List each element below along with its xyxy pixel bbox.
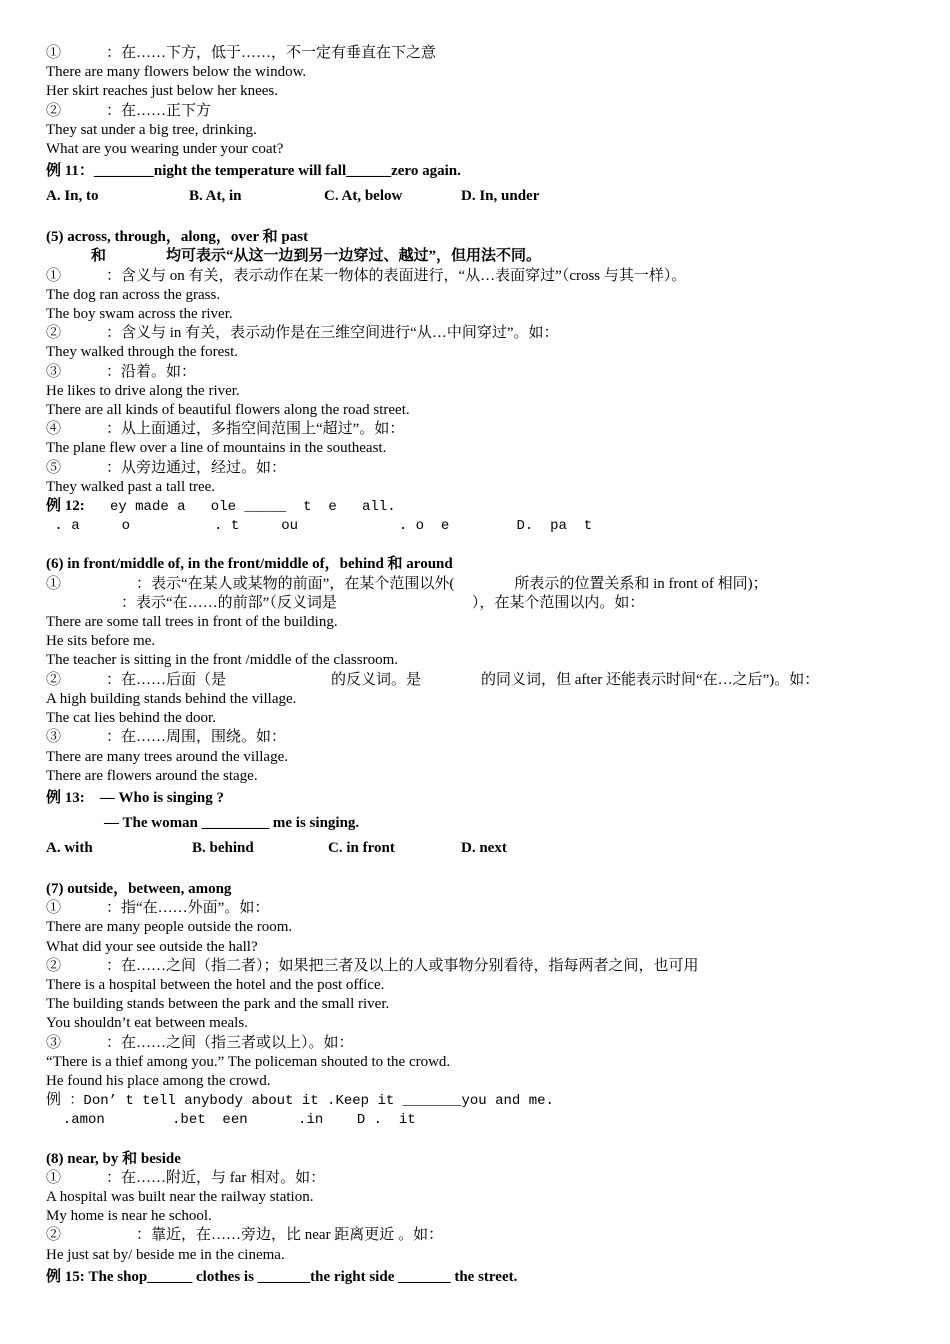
doc-line: ：表示“在……的前部”（反义词是 ），在某个范围以内。如： [46,594,645,611]
document-page [46,44,926,1290]
example-sentence: My home is near he school. [46,1208,212,1225]
option-d: D. In, under [461,188,540,205]
spacer [46,209,926,228]
exercise-12-options: . a o . t ou . o e D. pa t [46,518,593,535]
example-sentence: He likes to drive along the river. [46,382,240,399]
example-sentence: What did your see outside the hall? [46,938,258,955]
example-sentence: He found his place among the crowd. [46,1072,271,1089]
example-sentence: He just sat by/ beside me in the cinema. [46,1246,285,1263]
doc-line: ③ ：沿着。如： [46,363,197,380]
section-7-heading: (7) outside，between, among [46,880,232,897]
section-6-heading: (6) in front/middle of, in the front/middle of，behind 和 around [46,556,453,573]
example-sentence: The cat lies behind the door. [46,710,216,727]
spacer [46,861,926,880]
example-sentence: The building stands between the park and the small river. [46,996,390,1013]
option-a: A. In, to [46,188,99,205]
example-sentence: There are many flowers below the window. [46,64,307,81]
example-sentence: There are many people outside the room. [46,919,293,936]
example-sentence: The plane flew over a line of mountains in the southeast. [46,440,387,457]
option-c: C. in front [328,839,395,856]
option-a: A. with [46,839,93,856]
doc-line: ② ：在……之间（指二者）；如果把三者及以上的人或事物分别看待，指每两者之间，也可用 [46,957,699,974]
example-sentence: They walked past a tall tree. [46,478,216,495]
option-b: B. behind [192,839,254,856]
doc-line: ① ：表示“在某人或某物的前面”，在某个范围以外( 所表示的位置关系和 in front of 相同)； [46,575,768,592]
exercise-14-options: .amon .bet een .in D . it [46,1112,416,1129]
example-sentence: There are flowers around the stage. [46,767,258,784]
doc-line: ② ：含义与 in 有关，表示动作是在三维空间进行“从…中间穿过”。如： [46,325,559,342]
doc-line: ④ ：从上面通过，多指空间范围上“超过”。如： [46,421,405,438]
option-d: D. next [461,839,507,856]
doc-line: ① ：含义与 on 有关，表示动作在某一物体的表面进行，“从…表面穿过”（cross 与其一样）。 [46,267,687,284]
exercise-15-question: 例 15: The shop______ clothes is _______the right side _______ the street. [46,1268,518,1285]
doc-line: ③ ：在……周围，围绕。如： [46,729,287,746]
exercise-13-answer-line: — The woman _________ me is singing. [104,814,360,831]
example-sentence: The boy swam across the river. [46,306,233,323]
exercise-14-text: ：Don’ t tell anybody about it .Keep it _______you and me. [61,1093,554,1110]
section-5-heading: (5) across, through，along，over 和 past [46,229,309,246]
exercise-14-label: 例 [46,1092,62,1109]
example-sentence: The teacher is sitting in the front /middle of the classroom. [46,652,398,669]
example-sentence: They walked through the forest. [46,344,239,361]
exercise-11-question: 例 11：________night the temperature will fall______zero again. [46,163,461,180]
doc-line: ① ：在……下方，低于……，不一定有垂直在下之意 [46,45,437,61]
example-sentence: “There is a thief among you.” The policeman shouted to the crowd. [46,1053,451,1070]
doc-line: ③ ：在……之间（指三者或以上）。如： [46,1034,354,1051]
exercise-12-question [46,497,926,517]
doc-line: ② ：在……正下方 [46,102,212,119]
example-sentence: They sat under a big tree, drinking. [46,121,257,138]
example-sentence: There is a hospital between the hotel and the post office. [46,976,385,993]
option-b: B. At, in [189,188,242,205]
doc-line: ① ：指“在……外面”。如： [46,900,270,917]
example-sentence: There are many trees around the village. [46,748,288,765]
doc-line: ⑤ ：从旁边通过，经过。如： [46,459,287,476]
exercise-14-question [46,1091,926,1111]
exercise-13-question: 例 13: — Who is singing ? [46,789,224,806]
example-sentence: Her skirt reaches just below her knees. [46,83,279,100]
example-sentence: He sits before me. [46,633,156,650]
example-sentence: A hospital was built near the railway station. [46,1188,314,1205]
example-sentence: There are all kinds of beautiful flowers along the road street. [46,402,410,419]
example-sentence: What are you wearing under your coat? [46,141,284,158]
spacer [46,1131,926,1150]
doc-line: ① ：在……附近，与 far 相对。如： [46,1169,326,1186]
exercise-12-label: 例 12: [46,498,85,515]
example-sentence: You shouldn’t eat between meals. [46,1015,248,1032]
doc-line: ② ：在……后面（是 的反义词。是 的同义词，但 after 还能表示时间“在…之后”)。如： [46,671,820,688]
option-c: C. At, below [324,188,403,205]
example-sentence: A high building stands behind the village. [46,690,297,707]
exercise-12-text: ey made a ole _____ t e all. [84,499,396,516]
section-5-subheading: 和 均可表示“从这一边到另一边穿过、越过”，但用法不同。 [46,248,542,265]
section-8-heading: (8) near, by 和 beside [46,1150,181,1167]
doc-line: ② ：靠近，在……旁边，比 near 距离更近 。如： [46,1227,444,1244]
exercise-11-options [46,184,926,209]
example-sentence: There are some tall trees in front of the building. [46,614,338,631]
example-sentence: The dog ran across the grass. [46,286,221,303]
spacer [46,536,926,555]
exercise-13-options [46,836,926,861]
